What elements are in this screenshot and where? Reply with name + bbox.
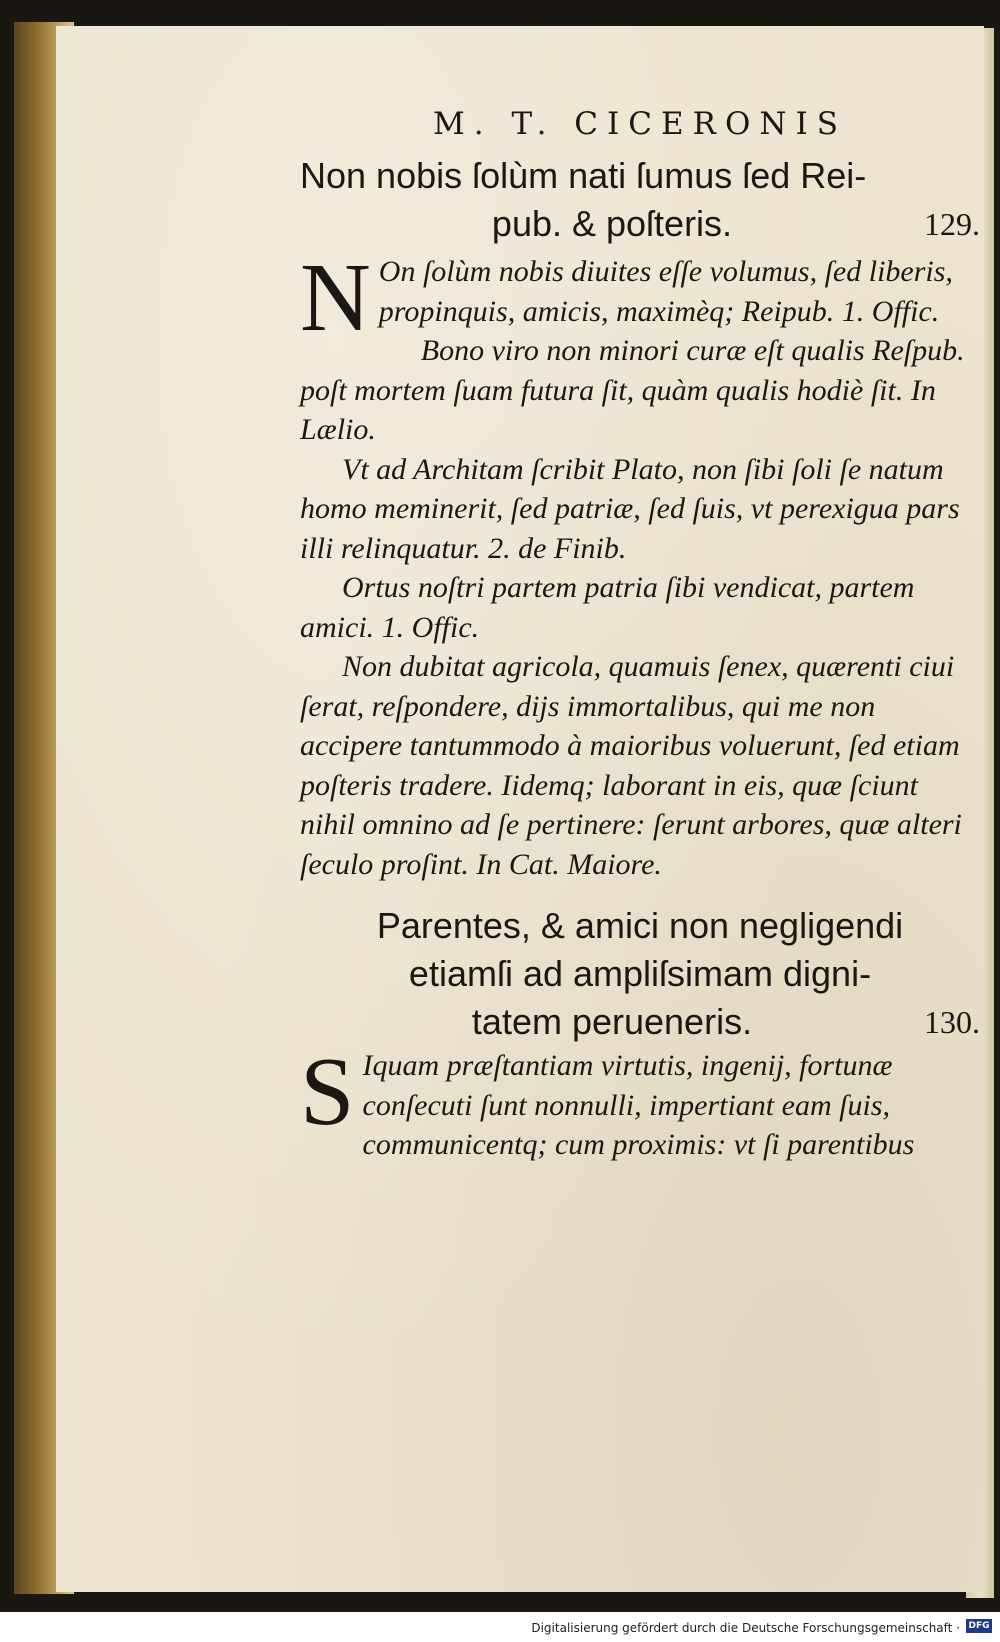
- section-129-title-line2-row: [300, 200, 980, 248]
- page-content: [300, 100, 980, 1165]
- section-130-dropcap: S: [300, 1038, 355, 1146]
- section-130-title-line2: etiamſi ad ampliſsimam digni-: [408, 953, 872, 994]
- section-129-title-line2: pub. & poſteris.: [491, 203, 733, 244]
- section-129-dropcap: N: [300, 244, 371, 352]
- section-130-number: 130.: [924, 1004, 980, 1040]
- running-head: M. T. CICERONIS: [433, 106, 847, 142]
- funding-credit: Digitalisierung gefördert durch die Deutsche Forschungsgemeinschaft ·: [531, 1621, 960, 1635]
- section-129-title: [300, 152, 980, 248]
- section-129-title-line1: Non nobis ſolùm nati ſumus ſed Rei-: [300, 155, 867, 196]
- section-129-paragraph-5: Non dubitat agricola, quamuis ſenex, quærenti ciui ſerat, reſpondere, dijs immortalibus, qui me non accipere tantummodo à maioribus voluerunt, ſed etiam poſteris tradere. Iidemq; laborant in eis, quæ ſciunt nihil omnino ad ſe pertinere: ſerunt arbores, quæ alteri ſeculo proſint. In Cat. Maiore.: [300, 650, 962, 881]
- section-130-paragraph-1: Iquam præſtantiam virtutis, ingenij, fortunæ conſecuti ſunt nonnulli, impertiant eam ſuis, communicentq; cum proximis: vt ſi parentibus: [362, 1049, 915, 1161]
- section-129-number: 129.: [924, 206, 980, 242]
- footer-bar: [0, 1612, 1000, 1642]
- section-130-title: [300, 902, 980, 1046]
- section-129-paragraph-1: On ſolùm nobis diuites eſſe volumus, ſed liberis, propinquis, amicis, maximèq; Reipub. 1. Offic.: [378, 255, 953, 328]
- section-129-body: [300, 244, 980, 884]
- section-130-body: [300, 1038, 980, 1165]
- section-130-title-line1: Parentes, & amici non negligendi: [376, 905, 904, 946]
- section-129-paragraph-4: Ortus noſtri partem patria ſibi vendicat, partem amici. 1. Offic.: [300, 571, 915, 644]
- section-130-title-line3: tatem perueneris.: [471, 1001, 753, 1042]
- section-130-title-line3-row: [300, 998, 980, 1046]
- dfg-logo: DFG: [966, 1619, 992, 1633]
- section-129-paragraph-3: Vt ad Architam ſcribit Plato, non ſibi ſoli ſe natum homo meminerit, ſed patriæ, ſed ſuis, vt perexigua pars illi relinquatur. 2. de Finib.: [300, 452, 960, 565]
- section-129-paragraph-2: Bono viro non minori curæ eſt qualis Reſpub. poſt mortem ſuam futura ſit, quàm qualis hodiè ſit. In Lælio.: [300, 334, 965, 446]
